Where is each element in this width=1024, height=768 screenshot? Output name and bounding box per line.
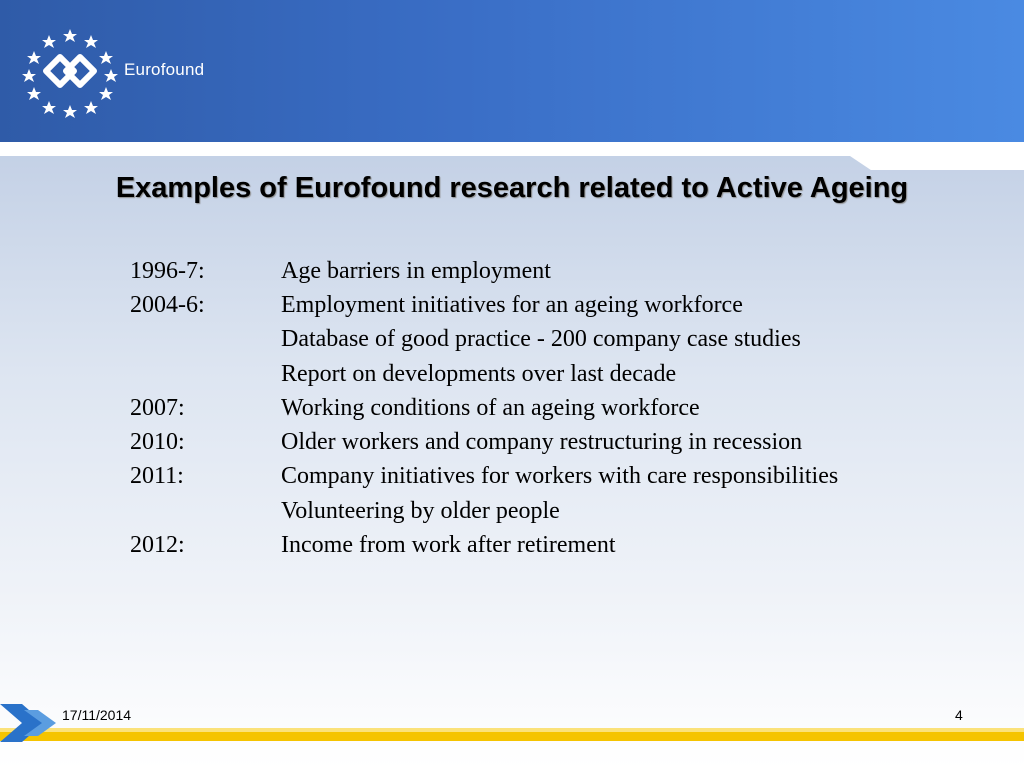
item-text: Company initiatives for workers with care responsibilities [281,463,839,490]
header-banner [0,0,1024,142]
list-item [130,288,838,322]
item-year: 2012: [130,532,185,559]
list-item [130,425,838,459]
item-year: 1996-7: [130,257,205,284]
item-year: 2010: [130,429,185,456]
page-number: 4 [955,707,963,723]
footer-bar [0,702,1024,750]
item-text: Working conditions of an ageing workforce [281,394,700,421]
footer-date: 17/11/2014 [62,707,132,723]
list-item [130,357,838,391]
list-item [130,323,838,357]
item-text: Older workers and company restructuring in recession [281,429,803,456]
header-divider [0,142,1024,156]
item-year: 2004-6: [130,291,205,318]
eurofound-logo-icon [20,27,120,119]
item-text: Volunteering by older people [281,497,560,524]
list-item [130,254,838,288]
header-divider-notch [850,156,1024,170]
list-item [130,528,838,562]
item-text: Age barriers in employment [281,257,551,284]
item-text: Report on developments over last decade [281,360,677,387]
list-item [130,460,838,494]
item-text: Employment initiatives for an ageing workforce [281,291,743,318]
item-text: Income from work after retirement [281,532,616,559]
research-list [130,254,838,563]
list-item [130,494,838,528]
slide-title: Examples of Eurofound research related to Active Ageing [115,172,909,204]
brand-name: Eurofound [124,60,205,79]
item-year: 2011: [130,463,184,490]
item-year: 2007: [130,394,185,421]
list-item [130,391,838,425]
item-text: Database of good practice - 200 company case studies [281,326,801,353]
